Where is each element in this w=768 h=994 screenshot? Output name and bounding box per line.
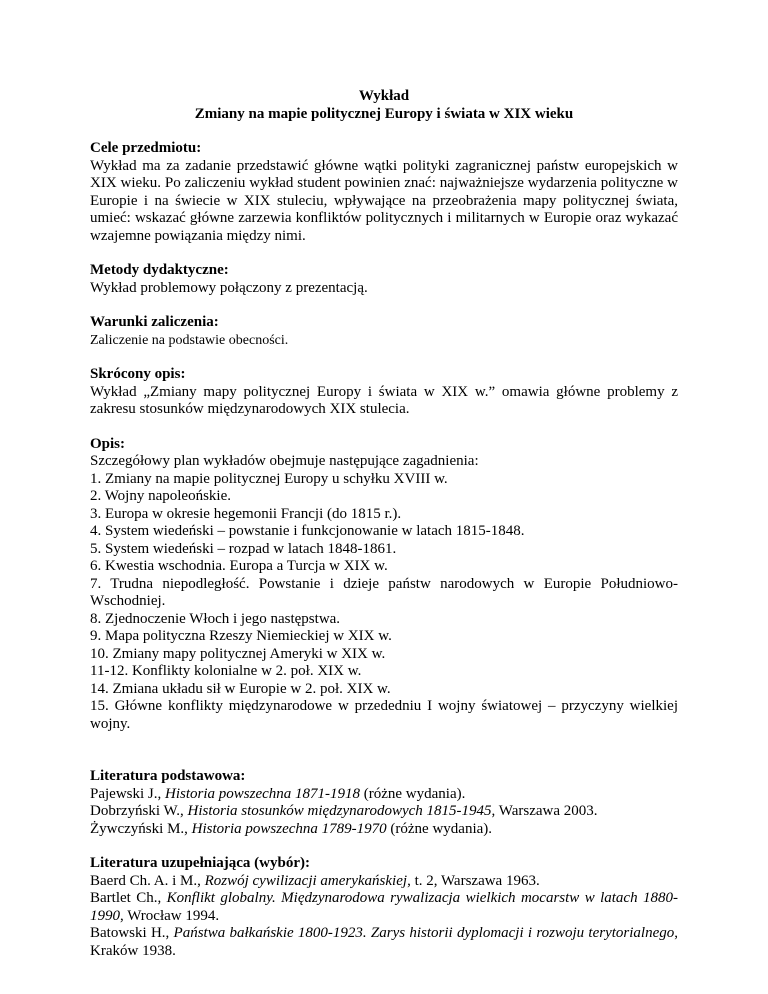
entry-title: Historia stosunków międzynarodowych 1815-1945 [187, 803, 492, 819]
list-item: 9. Mapa polityczna Rzeszy Niemieckiej w XIX w. [90, 628, 392, 644]
section-intro: Szczegółowy plan wykładów obejmuje następujące zagadnienia: [90, 453, 479, 469]
bibliography-list [90, 786, 678, 839]
topic-list [90, 471, 678, 734]
list-item: 14. Zmiana układu sił w Europie w 2. poł. XIX w. [90, 680, 391, 697]
section-warunki [90, 314, 678, 349]
bibliography-entry [90, 890, 678, 925]
entry-title: Konflikt globalny. Międzynarodowa rywalizacja wielkich mocarstw w latach 1880-1990 [90, 890, 678, 924]
entry-title: Rozwój cywilizacji amerykańskiej [204, 872, 408, 889]
bibliography-entry [90, 803, 678, 821]
entry-rest: , Warszawa 2003. [491, 803, 598, 819]
section-skrocony [90, 366, 678, 419]
section-literatura-uzupelniajaca [90, 855, 678, 960]
entry-rest: (różne wydania). [360, 785, 466, 802]
list-item: 8. Zjednoczenie Włoch i jego następstwa. [90, 610, 341, 627]
entry-rest: , Wrocław 1994. [120, 907, 220, 924]
section-heading: Metody dydaktyczne: [90, 262, 229, 278]
section-heading: Literatura uzupełniająca (wybór): [90, 855, 310, 871]
list-item: 1. Zmiany na mapie politycznej Europy u schyłku XVIII w. [90, 470, 448, 487]
section-heading: Opis: [90, 435, 126, 452]
bibliography-list [90, 873, 678, 961]
section-literatura-podstawowa [90, 768, 678, 838]
bibliography-entry [90, 821, 678, 839]
section-metody [90, 262, 678, 297]
section-heading: Warunki zaliczenia: [90, 314, 219, 330]
entry-author: Dobrzyński W., [90, 803, 188, 819]
entry-author: Baerd Ch. A. i M., [90, 872, 205, 889]
section-heading: Cele przedmiotu: [90, 140, 202, 156]
entry-rest: (różne wydania). [386, 820, 493, 837]
lecture-label: Wykład [358, 88, 410, 104]
section-opis [90, 436, 678, 734]
bibliography-entry [90, 925, 678, 960]
section-text: Wykład „Zmiany mapy politycznej Europy i świata w XIX w.” omawia główne problemy z zakresu stosunków międzynarodowych XIX stulecia. [90, 383, 678, 417]
entry-title: Historia powszechna 1871-1918 [165, 785, 360, 802]
bibliography-entry [90, 873, 678, 891]
list-item: 11-12. Konflikty kolonialne w 2. poł. XIX w. [90, 663, 362, 679]
section-cele [90, 140, 678, 245]
page-title: Zmiany na mapie politycznej Europy i świata w XIX wieku [194, 105, 574, 122]
entry-title: Historia powszechna 1789-1970 [191, 820, 387, 837]
list-item: 4. System wiedeński – powstanie i funkcjonowanie w latach 1815-1848. [90, 523, 525, 539]
entry-author: Batowski H., [90, 925, 174, 941]
list-item: 10. Zmiany mapy politycznej Ameryki w XIX w. [90, 645, 386, 662]
entry-author: Żywczyński M., [90, 820, 192, 837]
section-text: Zaliczenie na podstawie obecności. [90, 332, 289, 348]
list-item: 15. Główne konflikty międzynarodowe w przededniu I wojny światowej – przyczyny wielkiej wojny. [90, 698, 678, 732]
list-item: 5. System wiedeński – rozpad w latach 1848-1861. [90, 540, 397, 557]
list-item: 2. Wojny napoleońskie. [90, 488, 231, 504]
entry-rest: , t. 2, Warszawa 1963. [407, 872, 540, 889]
section-heading: Literatura podstawowa: [90, 768, 246, 784]
section-text: Wykład ma za zadanie przedstawić główne wątki polityki zagranicznej państw europejskich w XIX wieku. Po zaliczeniu wykład student powinien znać: najważniejsze wydarzenia polityczne w Europie i na świecie w XIX stuleciu, wpływające na przeobrażenia mapy politycznej świata, umieć: wskazać główne zarzewia konfliktów politycznych i militarnych w Europie oraz wykazać wzajemne powiązania między nimi. [90, 157, 678, 244]
section-heading: Skrócony opis: [90, 366, 186, 382]
list-item: 3. Europa w okresie hegemonii Francji (do 1815 r.). [90, 505, 402, 522]
entry-author: Pajewski J., [90, 785, 165, 802]
bibliography-entry [90, 786, 678, 804]
list-item: 6. Kwestia wschodnia. Europa a Turcja w XIX w. [90, 558, 388, 574]
entry-rest: , Kraków 1938. [90, 925, 678, 959]
section-text: Wykład problemowy połączony z prezentacją. [90, 279, 368, 296]
entry-author: Bartlet Ch., [90, 890, 167, 906]
list-item: 7. Trudna niepodległość. Powstanie i dzieje państw narodowych w Europie Południowo-Wschodniej. [90, 575, 678, 609]
entry-title: Państwa bałkańskie 1800-1923. Zarys historii dyplomacji i rozwoju terytorialnego [173, 925, 675, 941]
